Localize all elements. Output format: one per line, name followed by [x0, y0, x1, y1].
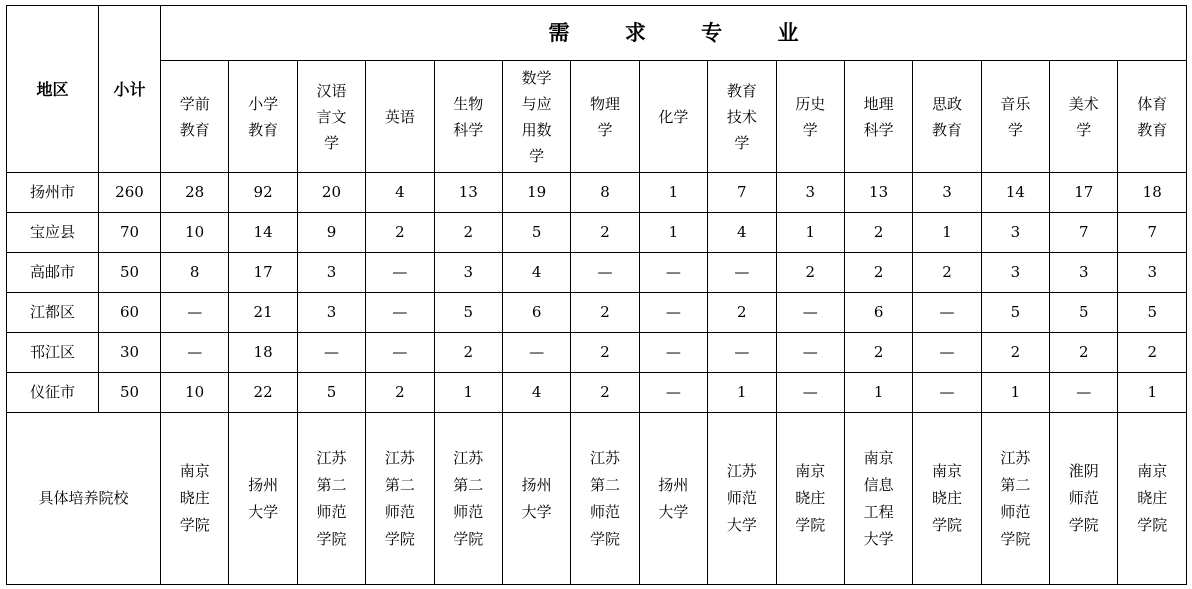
value-cell: 3: [913, 173, 981, 213]
value-cell: 4: [502, 253, 570, 293]
school-cell: [981, 413, 1049, 585]
value-cell: 22: [229, 373, 297, 413]
value-cell: 5: [434, 293, 502, 333]
value-cell: 3: [776, 173, 844, 213]
value-cell: 7: [1118, 213, 1187, 253]
major-label: 思政 教育: [931, 94, 962, 139]
value-cell: 17: [1050, 173, 1118, 213]
value-cell: 4: [708, 213, 776, 253]
school-cell: [1050, 413, 1118, 585]
school-cell: [913, 413, 981, 585]
header-row-top: [7, 6, 1187, 61]
table-row: [7, 293, 1187, 333]
value-cell: 1: [639, 173, 707, 213]
value-cell: 2: [913, 253, 981, 293]
major-header-8: [639, 61, 707, 173]
value-cell: —: [639, 333, 707, 373]
value-cell: 1: [434, 373, 502, 413]
value-cell: —: [1050, 373, 1118, 413]
value-cell: 1: [1118, 373, 1187, 413]
value-cell: —: [913, 333, 981, 373]
school-cell: [708, 413, 776, 585]
school-name: 江苏 第二 师范 学院: [453, 448, 484, 548]
major-label: 体育 教育: [1137, 94, 1168, 139]
table-row: [7, 173, 1187, 213]
value-cell: —: [708, 253, 776, 293]
value-cell: 2: [1050, 333, 1118, 373]
value-cell: 2: [844, 333, 912, 373]
value-cell: —: [776, 293, 844, 333]
value-cell: 2: [844, 253, 912, 293]
value-cell: —: [366, 253, 434, 293]
major-header-15: [1118, 61, 1187, 173]
value-cell: 2: [434, 213, 502, 253]
value-cell: 3: [297, 293, 365, 333]
region-cell: 江都区: [7, 293, 99, 333]
value-cell: 2: [776, 253, 844, 293]
value-cell: 8: [161, 253, 229, 293]
value-cell: 2: [366, 373, 434, 413]
value-cell: 4: [502, 373, 570, 413]
subtotal-cell: 60: [99, 293, 161, 333]
school-name: 扬州 大学: [658, 475, 689, 521]
region-header: 地区: [7, 6, 99, 173]
school-name: 淮阴 师范 学院: [1068, 462, 1099, 534]
major-label: 地理 科学: [863, 94, 894, 139]
subtotal-cell: 70: [99, 213, 161, 253]
region-cell: 邗江区: [7, 333, 99, 373]
major-label: 小学 教育: [248, 94, 279, 139]
value-cell: 18: [229, 333, 297, 373]
value-cell: 5: [1050, 293, 1118, 333]
value-cell: —: [913, 373, 981, 413]
value-cell: 7: [1050, 213, 1118, 253]
value-cell: 13: [844, 173, 912, 213]
value-cell: 6: [844, 293, 912, 333]
value-cell: 2: [844, 213, 912, 253]
value-cell: 18: [1118, 173, 1187, 213]
value-cell: 2: [434, 333, 502, 373]
major-header-9: [708, 61, 776, 173]
value-cell: —: [571, 253, 639, 293]
major-header-2: [229, 61, 297, 173]
value-cell: 1: [844, 373, 912, 413]
major-header-11: [844, 61, 912, 173]
value-cell: 13: [434, 173, 502, 213]
region-cell: 仪征市: [7, 373, 99, 413]
major-header-row: [7, 61, 1187, 173]
major-label: 生物 科学: [453, 94, 484, 139]
major-header-13: [981, 61, 1049, 173]
value-cell: 3: [981, 253, 1049, 293]
value-cell: 9: [297, 213, 365, 253]
major-header-14: [1050, 61, 1118, 173]
value-cell: 2: [366, 213, 434, 253]
value-cell: —: [776, 373, 844, 413]
school-name: 江苏 第二 师范 学院: [1000, 448, 1031, 548]
value-cell: —: [708, 333, 776, 373]
value-cell: 5: [297, 373, 365, 413]
table-row: [7, 213, 1187, 253]
major-label: 物理 学: [590, 94, 621, 139]
value-cell: 10: [161, 373, 229, 413]
table-row: [7, 253, 1187, 293]
major-header-4: [366, 61, 434, 173]
value-cell: 2: [571, 293, 639, 333]
value-cell: 2: [981, 333, 1049, 373]
major-label: 音乐 学: [1000, 94, 1031, 139]
value-cell: 5: [502, 213, 570, 253]
value-cell: —: [639, 373, 707, 413]
value-cell: 3: [434, 253, 502, 293]
school-cell: [776, 413, 844, 585]
major-header-1: [161, 61, 229, 173]
value-cell: 17: [229, 253, 297, 293]
school-name: 江苏 第二 师范 学院: [384, 448, 415, 548]
school-name: 江苏 第二 师范 学院: [316, 448, 347, 548]
value-cell: 2: [1118, 333, 1187, 373]
school-name: 南京 晓庄 学院: [1137, 462, 1168, 534]
value-cell: 20: [297, 173, 365, 213]
value-cell: 2: [708, 293, 776, 333]
major-label: 历史 学: [795, 94, 826, 139]
value-cell: —: [366, 293, 434, 333]
value-cell: 7: [708, 173, 776, 213]
subtotal-cell: 30: [99, 333, 161, 373]
school-cell: [571, 413, 639, 585]
school-cell: [366, 413, 434, 585]
school-name: 南京 信息 工程 大学: [863, 448, 894, 548]
value-cell: 6: [502, 293, 570, 333]
value-cell: 1: [981, 373, 1049, 413]
value-cell: 1: [639, 213, 707, 253]
value-cell: 3: [1118, 253, 1187, 293]
school-cell: [229, 413, 297, 585]
major-header-5: [434, 61, 502, 173]
school-cell: [502, 413, 570, 585]
value-cell: 1: [913, 213, 981, 253]
major-label: 美术 学: [1068, 94, 1099, 139]
region-cell: 高邮市: [7, 253, 99, 293]
value-cell: —: [297, 333, 365, 373]
value-cell: 10: [161, 213, 229, 253]
table-body: [7, 6, 1187, 585]
school-name: 南京 晓庄 学院: [931, 462, 962, 534]
major-header-6: [502, 61, 570, 173]
value-cell: 2: [571, 213, 639, 253]
value-cell: 5: [981, 293, 1049, 333]
region-cell: 宝应县: [7, 213, 99, 253]
school-name: 江苏 师范 大学: [726, 462, 757, 534]
schools-label: 具体培养院校: [7, 413, 161, 585]
value-cell: —: [776, 333, 844, 373]
school-name: 江苏 第二 师范 学院: [590, 448, 621, 548]
school-cell: [1118, 413, 1187, 585]
major-label: 英语: [384, 107, 415, 126]
value-cell: —: [161, 293, 229, 333]
value-cell: 21: [229, 293, 297, 333]
major-label: 化学: [658, 107, 689, 126]
value-cell: —: [502, 333, 570, 373]
value-cell: 28: [161, 173, 229, 213]
school-cell: [297, 413, 365, 585]
school-cell: [161, 413, 229, 585]
value-cell: 1: [708, 373, 776, 413]
need-majors-title: 需 求 专 业: [161, 6, 1187, 61]
subtotal-header: 小计: [99, 6, 161, 173]
school-name: 扬州 大学: [521, 475, 552, 521]
value-cell: —: [161, 333, 229, 373]
school-cell: [434, 413, 502, 585]
value-cell: 8: [571, 173, 639, 213]
value-cell: 2: [571, 373, 639, 413]
table-row: [7, 373, 1187, 413]
school-cell: [639, 413, 707, 585]
table-row: [7, 333, 1187, 373]
value-cell: 19: [502, 173, 570, 213]
major-header-3: [297, 61, 365, 173]
value-cell: 3: [297, 253, 365, 293]
major-header-10: [776, 61, 844, 173]
subtotal-cell: 50: [99, 253, 161, 293]
value-cell: —: [366, 333, 434, 373]
demand-table: [6, 5, 1187, 585]
major-header-12: [913, 61, 981, 173]
value-cell: —: [639, 253, 707, 293]
major-label: 数学 与应 用数 学: [521, 68, 552, 165]
region-cell: 扬州市: [7, 173, 99, 213]
school-name: 南京 晓庄 学院: [795, 462, 826, 534]
value-cell: 92: [229, 173, 297, 213]
school-cell: [844, 413, 912, 585]
value-cell: 4: [366, 173, 434, 213]
subtotal-cell: 50: [99, 373, 161, 413]
value-cell: 2: [571, 333, 639, 373]
value-cell: 5: [1118, 293, 1187, 333]
major-header-7: [571, 61, 639, 173]
school-name: 扬州 大学: [248, 475, 279, 521]
subtotal-cell: 260: [99, 173, 161, 213]
value-cell: 3: [981, 213, 1049, 253]
value-cell: 14: [981, 173, 1049, 213]
schools-row: [7, 413, 1187, 585]
value-cell: —: [639, 293, 707, 333]
value-cell: 1: [776, 213, 844, 253]
major-label: 汉语 言文 学: [316, 81, 347, 152]
value-cell: —: [913, 293, 981, 333]
school-name: 南京 晓庄 学院: [179, 462, 210, 534]
value-cell: 14: [229, 213, 297, 253]
major-label: 教育 技术 学: [726, 81, 757, 152]
major-label: 学前 教育: [179, 94, 210, 139]
value-cell: 3: [1050, 253, 1118, 293]
